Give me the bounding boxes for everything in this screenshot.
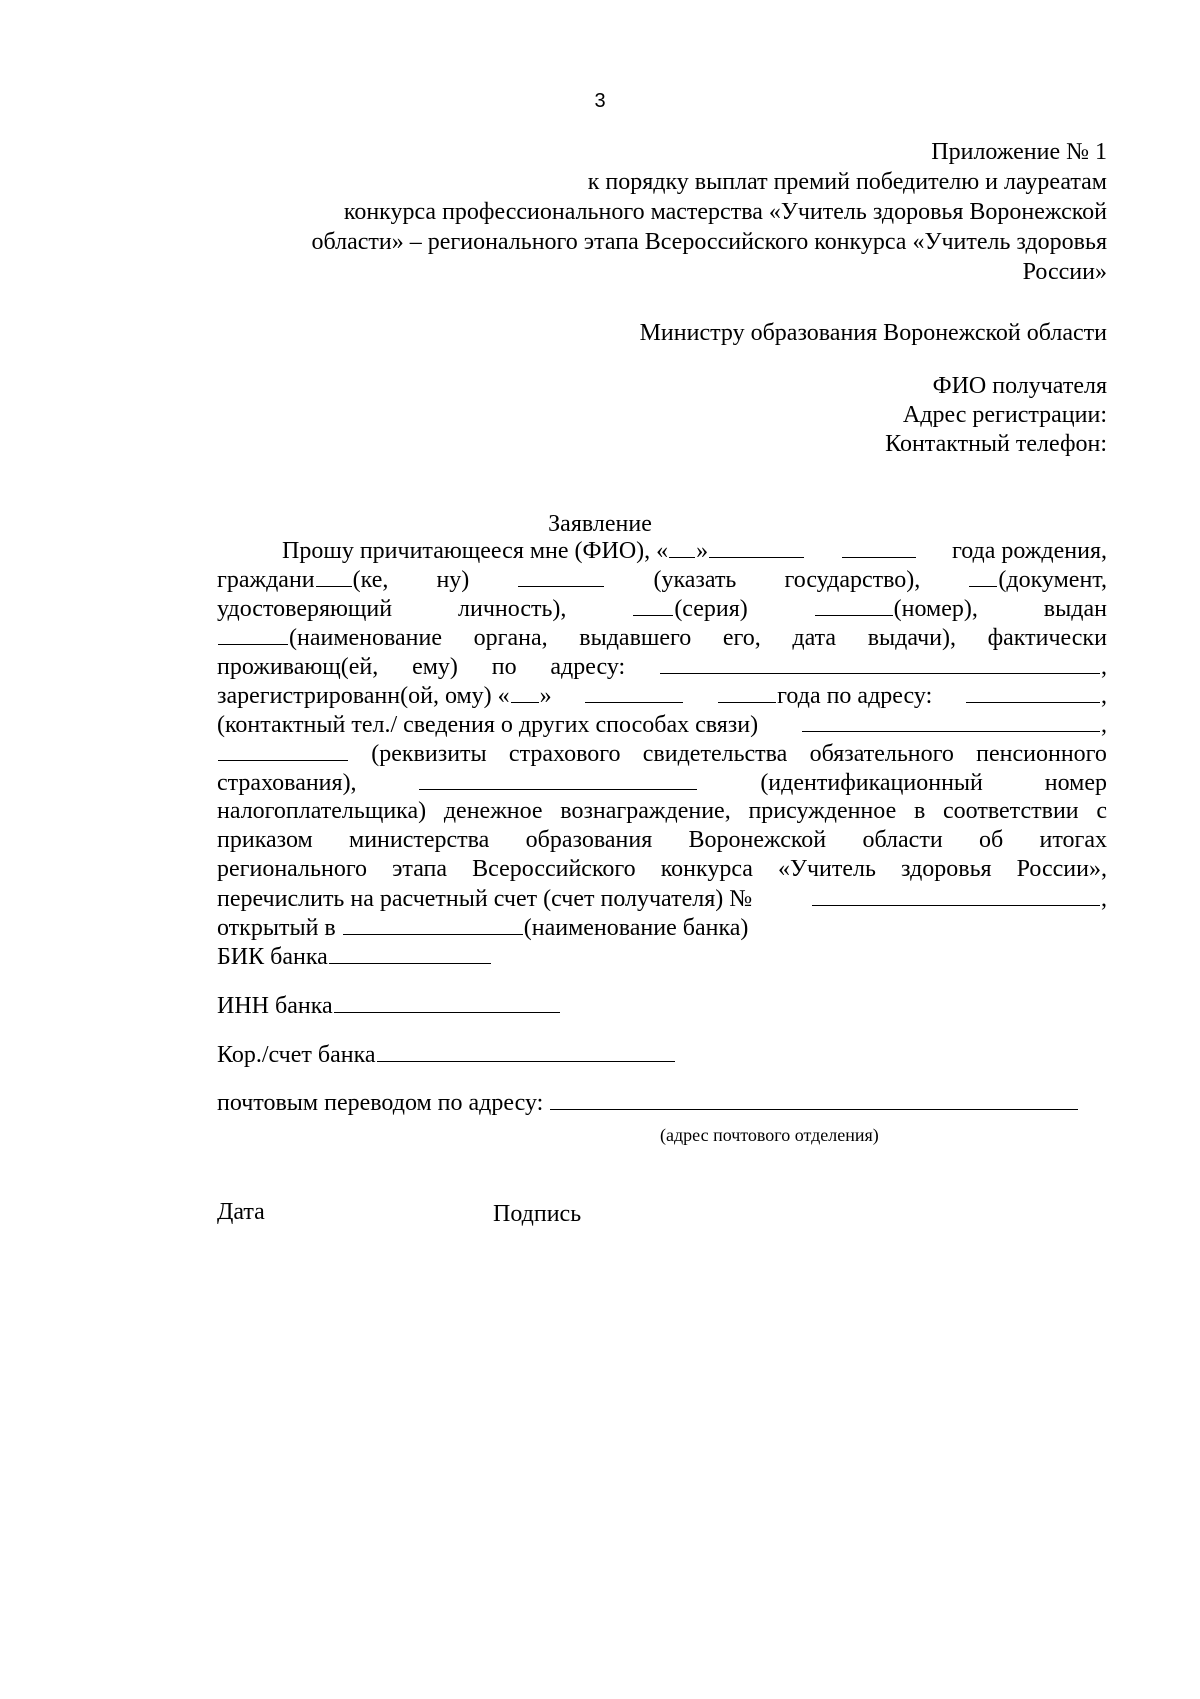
statement-text: государство),: [784, 567, 921, 593]
correspondent-account-label: Кор./счет банка: [217, 1042, 376, 1068]
statement-text: конкурса: [660, 856, 753, 882]
birth-year-field[interactable]: [842, 536, 916, 558]
statement-text: (ке,: [352, 567, 389, 593]
statement-line: [217, 681, 1107, 710]
recipient-name-label: ФИО получателя: [932, 373, 1107, 399]
appendix-header: [227, 137, 1107, 287]
statement-title: Заявление: [548, 511, 652, 537]
statement-text: страхования),: [217, 770, 357, 796]
sender-block: [885, 372, 1107, 459]
statement-line: [217, 536, 1107, 565]
contact-info-field[interactable]: [802, 710, 1100, 732]
statement-line: [217, 710, 1107, 739]
statement-line: [217, 942, 1107, 971]
date-label: Дата: [217, 1199, 265, 1225]
statement-text: фактически: [987, 625, 1107, 651]
statement-text: Всероссийского: [472, 856, 636, 882]
statement-text: зарегистрированн(ой, ому) «: [217, 683, 510, 709]
statement-text: его,: [722, 625, 761, 651]
statement-text: присужденное: [748, 798, 897, 824]
bik-label: БИК банка: [217, 944, 328, 970]
statement-text: свидетельства: [642, 741, 788, 767]
identity-document-field[interactable]: [969, 565, 997, 587]
registration-address-label: Адрес регистрации:: [902, 402, 1107, 428]
statement-text: Прошу причитающееся мне (ФИО), «: [282, 538, 669, 564]
statement-text: денежное: [443, 798, 543, 824]
statement-text: (наименование банка): [523, 915, 749, 941]
statement-text: ,: [1100, 683, 1107, 709]
statement-text: об: [978, 827, 1004, 853]
statement-text: регионального: [217, 856, 368, 882]
statement-text: удостоверяющий: [217, 596, 393, 622]
statement-text: (номер),: [893, 596, 978, 622]
statement-text: обязательного: [809, 741, 954, 767]
citizenship-country-field[interactable]: [518, 565, 604, 587]
statement-text: выдачи),: [867, 625, 956, 651]
statement-text: (контактный тел./ сведения о других способах связи): [217, 712, 759, 738]
statement-text: ,: [1101, 712, 1107, 738]
signature-label: Подпись: [493, 1201, 582, 1227]
statement-text: налогоплательщика): [217, 798, 427, 824]
inn-label: ИНН банка: [217, 993, 333, 1019]
statement-line: [217, 913, 1107, 942]
postal-address-note: (адрес почтового отделения): [660, 1125, 879, 1145]
correspondent-account-line: [217, 1040, 676, 1070]
birth-month-field[interactable]: [709, 536, 804, 558]
inn-line: [217, 991, 561, 1021]
statement-text: (наименование: [289, 625, 443, 651]
statement-text: образования: [525, 827, 653, 853]
statement-text: вознаграждение,: [560, 798, 731, 824]
inn-field[interactable]: [334, 991, 560, 1013]
statement-line: [217, 594, 1107, 623]
statement-text: перечислить на расчетный счет (счет получателя) №: [217, 886, 753, 912]
statement-text: министерства: [349, 827, 490, 853]
registration-day-field[interactable]: [511, 681, 539, 703]
statement-text: итогах: [1039, 827, 1107, 853]
statement-text: проживающ(ей,: [217, 654, 379, 680]
statement-text: соответствии: [943, 798, 1079, 824]
statement-text: (документ,: [998, 567, 1107, 593]
statement-text: с: [1096, 798, 1107, 824]
recipient-account-field[interactable]: [812, 884, 1100, 906]
statement-text: адресу:: [550, 654, 626, 680]
statement-text: (серия): [674, 596, 748, 622]
statement-text: года рождения,: [952, 538, 1107, 564]
statement-text: открытый в: [217, 915, 336, 941]
statement-text: (указать: [653, 567, 737, 593]
statement-text: России»,: [1016, 856, 1107, 882]
statement-text: дата: [792, 625, 837, 651]
statement-text: страхового: [508, 741, 621, 767]
statement-line: [217, 855, 1107, 884]
postal-transfer-line: [217, 1088, 1079, 1118]
statement-line: [217, 565, 1107, 594]
statement-text: ,: [1101, 654, 1107, 680]
statement-text: выдан: [1043, 596, 1107, 622]
statement-body: [217, 536, 1107, 971]
statement-line: [217, 884, 1107, 913]
statement-text: граждани: [217, 567, 315, 593]
statement-text: ,: [1101, 886, 1107, 912]
bik-field[interactable]: [329, 942, 491, 964]
registration-year-field[interactable]: [718, 681, 776, 703]
statement-text: в: [913, 798, 926, 824]
taxpayer-id-field[interactable]: [419, 768, 697, 790]
registration-address-field[interactable]: [966, 681, 1100, 703]
statement-text: по: [491, 654, 517, 680]
statement-line: [217, 826, 1107, 855]
statement-text: приказом: [217, 827, 313, 853]
statement-line: [217, 652, 1107, 681]
statement-text: области: [862, 827, 943, 853]
statement-text: органа,: [473, 625, 548, 651]
statement-text: номер: [1044, 770, 1107, 796]
statement-text: »: [539, 683, 552, 709]
statement-line: [217, 768, 1107, 797]
appendix-line: области» – регионального этапа Всероссийского конкурса «Учитель здоровья: [311, 229, 1107, 255]
residence-address-field[interactable]: [660, 652, 1100, 674]
postal-address-field[interactable]: [550, 1088, 1078, 1110]
statement-text: пенсионного: [976, 741, 1107, 767]
citizenship-suffix-field[interactable]: [316, 565, 352, 587]
statement-text: (реквизиты: [371, 741, 487, 767]
correspondent-account-field[interactable]: [377, 1040, 675, 1062]
statement-text: выдавшего: [579, 625, 692, 651]
document-number-field[interactable]: [815, 594, 893, 616]
statement-text: года по адресу:: [777, 683, 933, 709]
statement-text: Воронежской: [688, 827, 827, 853]
appendix-line: к порядку выплат премий победителю и лауреатам: [587, 169, 1107, 195]
statement-line: [217, 797, 1107, 826]
statement-text: »: [696, 538, 709, 564]
registration-month-field[interactable]: [585, 681, 683, 703]
appendix-title: Приложение № 1: [931, 139, 1107, 165]
appendix-line: конкурса профессионального мастерства «Учитель здоровья Воронежской: [343, 199, 1107, 225]
statement-text: личность),: [458, 596, 567, 622]
issuing-authority-field[interactable]: [218, 623, 288, 645]
page-number: 3: [594, 90, 606, 112]
contact-phone-label: Контактный телефон:: [885, 431, 1107, 457]
statement-text: ему): [412, 654, 458, 680]
statement-line: [217, 623, 1107, 652]
postal-transfer-label: почтовым переводом по адресу:: [217, 1090, 544, 1116]
document-series-field[interactable]: [633, 594, 673, 616]
addressee: Министру образования Воронежской области: [639, 320, 1107, 346]
bank-name-field[interactable]: [343, 913, 523, 935]
statement-text: (идентификационный: [760, 770, 983, 796]
statement-text: здоровья: [901, 856, 992, 882]
statement-text: «Учитель: [777, 856, 876, 882]
statement-line: [217, 739, 1107, 768]
birth-day-field[interactable]: [669, 536, 695, 558]
statement-text: этапа: [392, 856, 448, 882]
statement-text: ну): [436, 567, 470, 593]
snils-field[interactable]: [218, 739, 348, 761]
appendix-line: России»: [1022, 259, 1107, 285]
